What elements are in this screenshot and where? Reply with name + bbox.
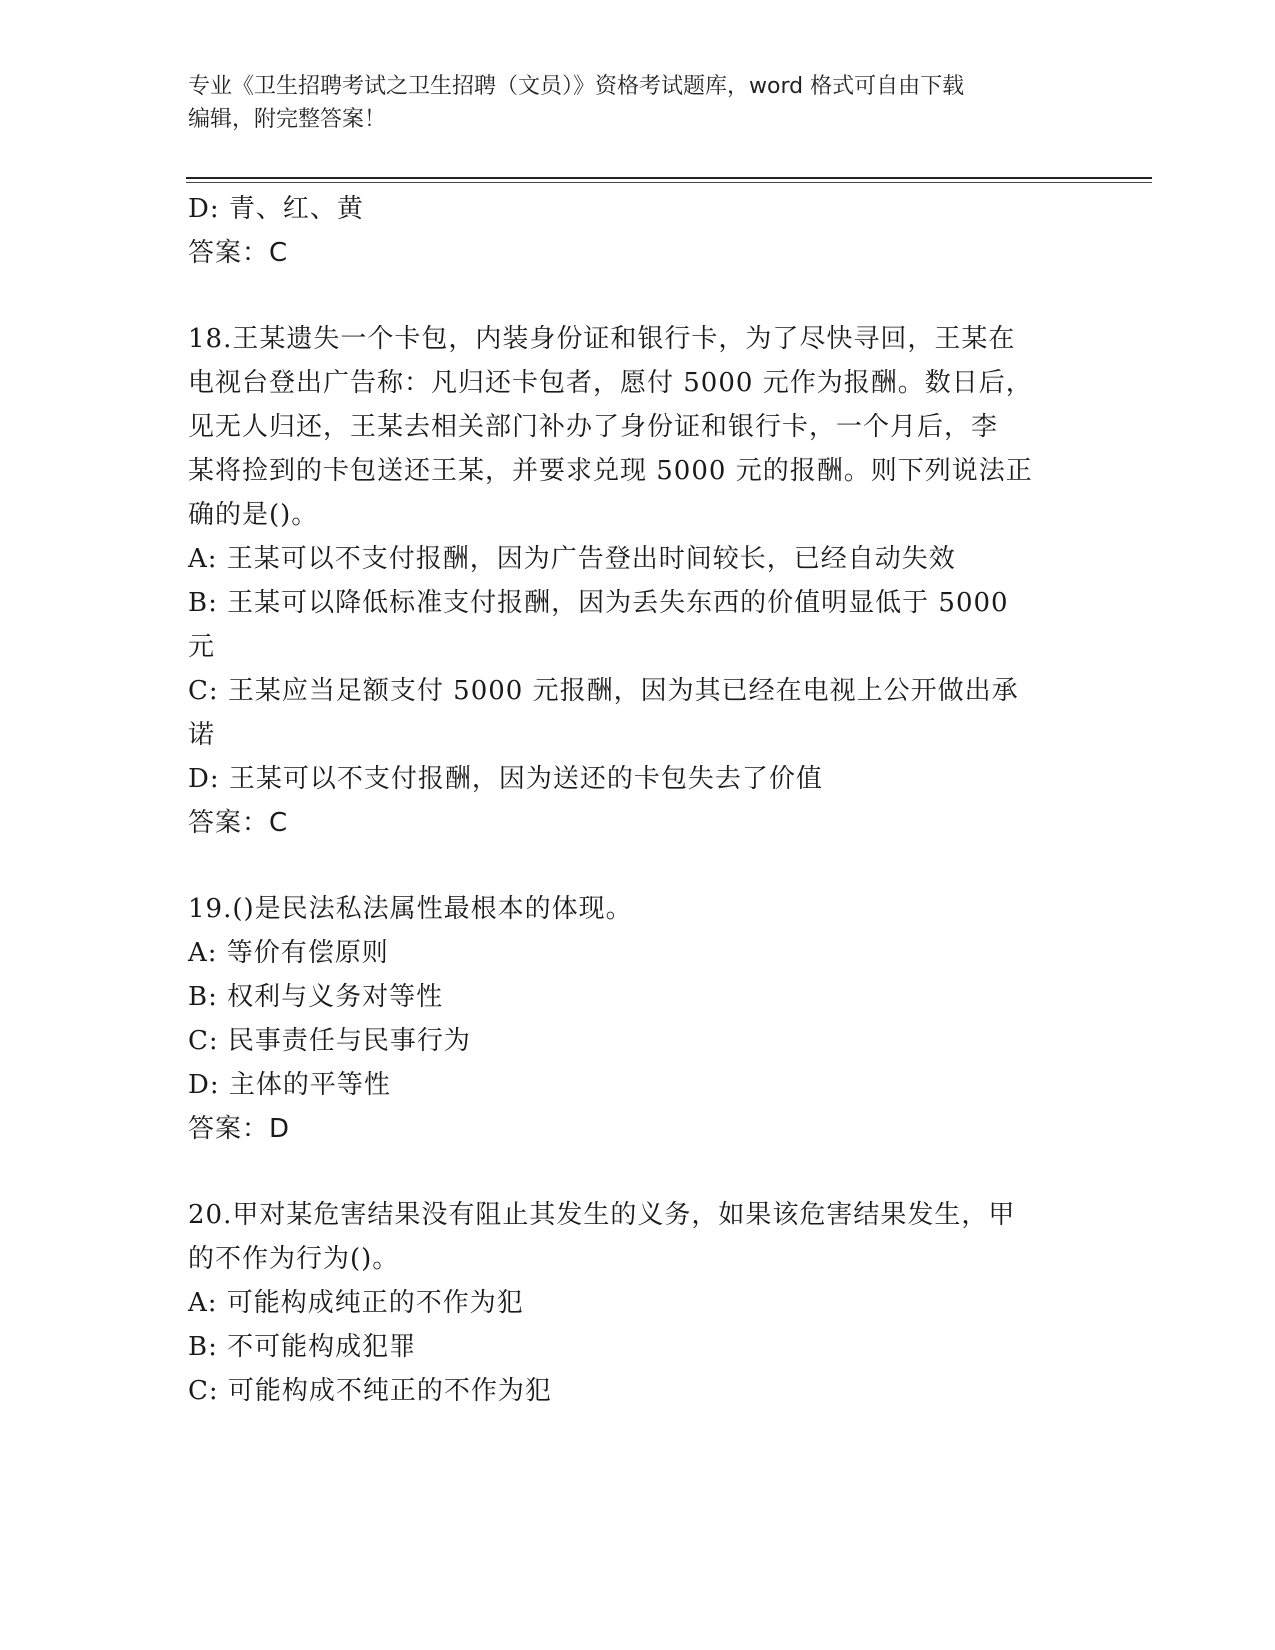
- page-header: [188, 70, 1088, 136]
- q18-option-b-line-1: B: 王某可以降低标准支付报酬，因为丢失东西的价值明显低于 5000: [188, 588, 1009, 618]
- q18-option-b-line-2: 元: [188, 632, 216, 662]
- q20-stem-line-1: 20.甲对某危害结果没有阻止其发生的义务，如果该危害结果发生，甲: [188, 1200, 1016, 1230]
- q18-stem-line-5: 确的是()。: [188, 500, 319, 530]
- q18-option-c-line-2: 诺: [188, 720, 216, 750]
- q20-option-b: B: 不可能构成犯罪: [188, 1332, 417, 1362]
- q18-option-d: D: 王某可以不支付报酬，因为送还的卡包失去了价值: [188, 764, 823, 794]
- header-line-1: 专业《卫生招聘考试之卫生招聘（文员）》资格考试题库，word 格式可自由下载: [188, 74, 965, 99]
- header-divider-thin: [186, 182, 1152, 183]
- q18-stem-line-4: 某将捡到的卡包送还王某，并要求兑现 5000 元的报酬。则下列说法正: [188, 456, 1033, 486]
- q18-answer: 答案：C: [188, 808, 289, 838]
- q18-stem-line-1: 18.王某遗失一个卡包，内装身份证和银行卡，为了尽快寻回，王某在: [188, 324, 1016, 354]
- q19-option-b: B: 权利与义务对等性: [188, 982, 444, 1012]
- q20-stem-line-2: 的不作为行为()。: [188, 1244, 400, 1274]
- q19-option-c: C: 民事责任与民事行为: [188, 1026, 471, 1056]
- q18-stem-line-3: 见无人归还，王某去相关部门补办了身份证和银行卡，一个月后，李: [188, 412, 999, 442]
- q18-option-c-line-1: C: 王某应当足额支付 5000 元报酬，因为其已经在电视上公开做出承: [188, 676, 1019, 706]
- q19-answer: 答案：D: [188, 1114, 291, 1144]
- header-divider-thick: [186, 177, 1152, 179]
- q17-option-d: D: 青、红、黄: [188, 194, 364, 224]
- q20-option-a: A: 可能构成纯正的不作为犯: [188, 1288, 524, 1318]
- header-line-2: 编辑，附完整答案！: [188, 107, 387, 132]
- q20-option-c: C: 可能构成不纯正的不作为犯: [188, 1376, 552, 1406]
- q19-option-a: A: 等价有偿原则: [188, 938, 389, 968]
- q18-option-a: A: 王某可以不支付报酬，因为广告登出时间较长，已经自动失效: [188, 544, 956, 574]
- q19-stem: 19.()是民法私法属性最根本的体现。: [188, 894, 633, 924]
- q17-answer: 答案：C: [188, 238, 289, 268]
- q18-stem-line-2: 电视台登出广告称：凡归还卡包者，愿付 5000 元作为报酬。数日后，: [188, 368, 1033, 398]
- q19-option-d: D: 主体的平等性: [188, 1070, 391, 1100]
